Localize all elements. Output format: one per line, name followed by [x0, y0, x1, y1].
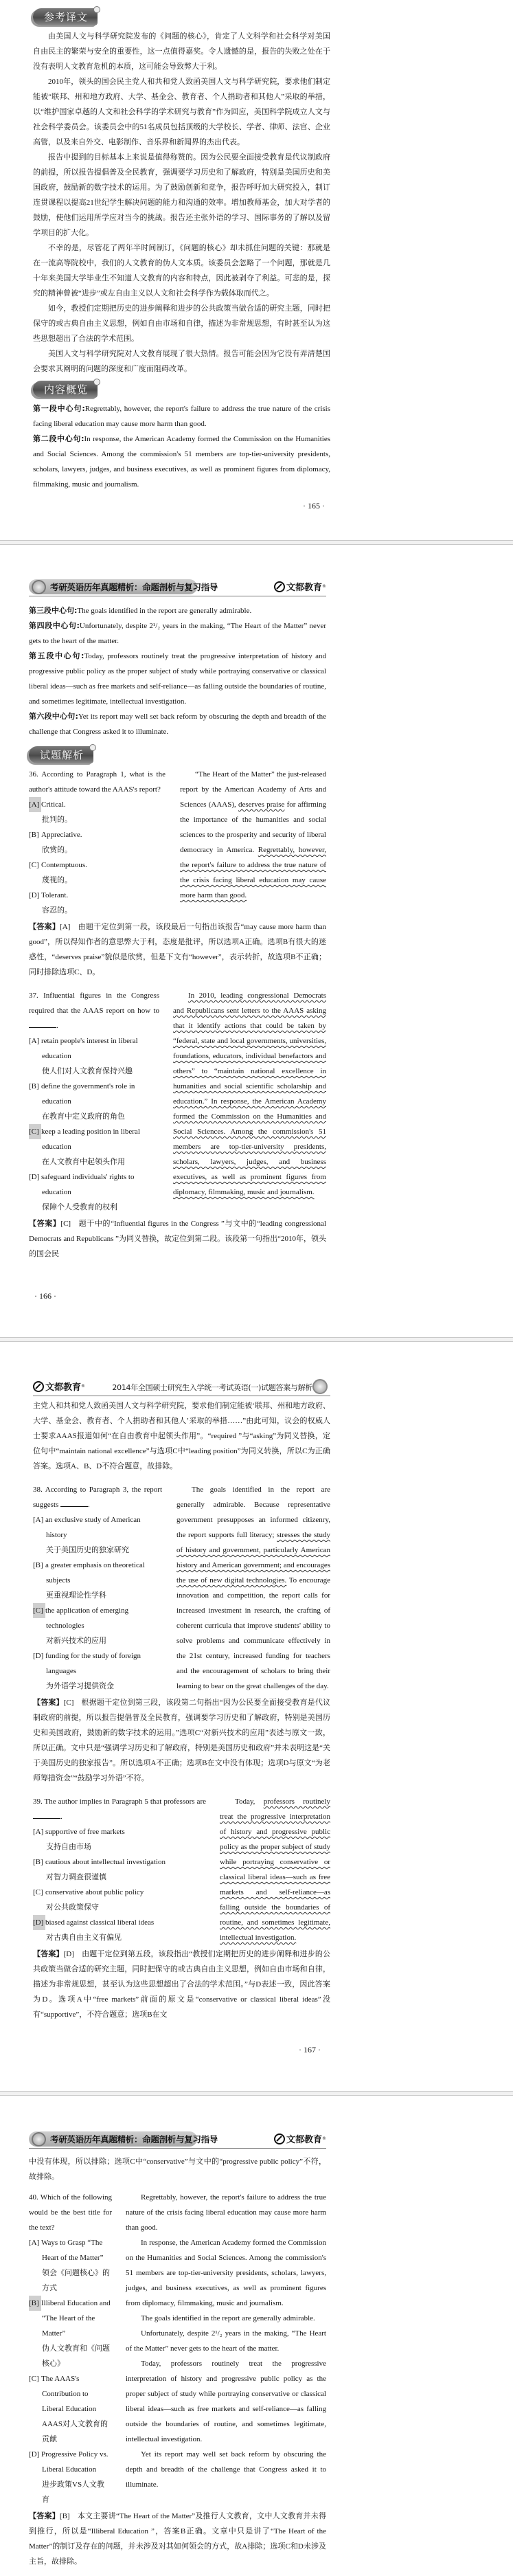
option-translation: 对智力调查很谨慎 [46, 1873, 106, 1881]
answer-continued: 中没有体现，所以排除；选项C中“conservative”与文中的“progressive public policy”不符，故排除。 [29, 2158, 326, 2181]
option-translation: 为外语学习提供资金 [46, 1682, 114, 1690]
question-stem [33, 1794, 206, 1824]
summary-text: Regrettably, however, the report's failure to address the true nature of the crisis facing liberal education may cause more harm than good. [33, 405, 330, 428]
answer-text: 题干中的“Influential figures in the Congress ”与文中的“leading congressional Democrats and Republicans ”为同义替换，故定位到第二段。该段第一句指出“2010年，领头的国会民 [29, 1220, 326, 1258]
translation-paragraph: 2010年，领头的国会民主党人和共和党人致函美国人文与科学研究院，要求他们制定能被“联邦、州和地方政府、大学、基金会、教育者、个人捐助者和其他人”采取的举措，以“维护国家卓越的人文和社会科学的学术研究与教育”作为回应，美国科学院成立人文与社会科学委员会。该委员会中的51名成员包括顶级的大学校长、学者、律师、法官、企业高管，以及来自外交、电影制作、音乐界和新闻界的杰出代表。 [33, 78, 330, 146]
option-text: Critical. [41, 800, 66, 809]
option-translation: 更重视理论性学科 [46, 1591, 106, 1600]
book-title: 考研英语历年真题精析：命题剖析与复习指导 [50, 582, 218, 592]
page-content [33, 0, 330, 540]
option-text: retain people's interest in liberal education [41, 1037, 138, 1060]
brand-mark: ® [322, 2136, 326, 2141]
option-translation: 进步政策VS人文教育 [42, 2480, 105, 2504]
page-165 [0, 0, 513, 540]
option-translation: 在教育中定义政府的角色 [42, 1112, 125, 1121]
option-a [29, 797, 166, 827]
option-b [29, 827, 166, 858]
answer-explanation [33, 1695, 330, 1786]
passage-excerpt [126, 2235, 326, 2311]
answer-label: 【答案】 [29, 2512, 60, 2520]
question-column [29, 2190, 112, 2507]
answer-letter: [A] [60, 923, 71, 931]
option-text: funding for the study of foreign languages [45, 1652, 141, 1675]
option-text: Illiberal Education and “The Heart of the Matter” [41, 2299, 111, 2338]
brand-mark: ® [81, 1384, 86, 1389]
option-a [33, 1512, 162, 1558]
stem-end: . [56, 1022, 58, 1030]
book-title: 考研英语历年真题精析：命题剖析与复习指导 [50, 2134, 218, 2144]
summary-text: Yet its report may well set back reform by obscuring the depth and breadth of the challenge that Congress asked it to illuminate. [29, 713, 326, 736]
option-letter: [C] [29, 1124, 41, 1139]
question-stem-text: 37. Influential figures in the Congress required that the AAAS report on how to [29, 992, 159, 1015]
option-text: a greater emphasis on theoretical subjects [45, 1561, 145, 1584]
option-translation: 保障个人受教育的权利 [42, 1203, 117, 1211]
passage-column [176, 1482, 330, 1694]
summary-label: 第三段中心句: [29, 606, 78, 615]
answer-text: 由题干定位到第一段，该段最后一句指出该报告“may cause more harm than good”，所以得知作者的意思弊大于利，态度是批评，所以选项A正确。选项B有很大的迷惑性，“deserves praise”貌似是欣赏，但是下文有“however”，表示转折，故选项B不正确；同时排除选项C、D。 [29, 923, 327, 976]
underlined-key-text: stresses the study of history and government, particularly American history and American government; and encourages the use of new digital technologies. [176, 1531, 331, 1584]
badge-dot-icon [93, 379, 100, 385]
summary-text: The goals identified in the report are generally admirable. [77, 607, 252, 615]
answer-text: 根据题干定位到第三段，该段第二句指出“因为公民要全面接受教育是代议制政府的前提，所以报告提倡普及全民教育，强调要学习历史和了解政府，特别是美国历史和美国政府，鼓励新的数字技术的运用。”选项C“对新兴技术的应用”表述与原文一致，所以正确。文中只是“强调学习历史和了解政府，特别是美国历史和政府”并未表明这是“关于美国历史的独家报告”。所以选项A不正确；选项B在文中没有体现；选项D与原文“为老师筹措资金”“鼓励学习外语”不符。 [33, 1699, 330, 1782]
brand-name: 文都教育 [286, 583, 322, 593]
answer-letter: [C] [63, 1699, 74, 1707]
option-c [33, 1603, 162, 1648]
question-columns [29, 988, 326, 1215]
answer-text: 本文主要讲“The Heart of the Matter”及推行人文教育，文中人文教育并未得到推行，所以是“Illiberal Education ”，答案B正确。文章中只是讲了“The Heart of the Matter”的制订及存在的问题，并未涉及对其如何领会的方式，故A排除；选项C和D未涉及主旨，故排除。 [29, 2512, 327, 2566]
passage-text: In response, the American Academy formed the Commission on the Humanities and Social Sciences. Among the commission's 51 members are top-tier-university presidents, scholars, lawyers, judges, and business executives, as well as prominent figures from diplomacy, filmmaking, music and journalism. [126, 2239, 326, 2307]
passage-column [180, 767, 326, 918]
answer-label: 【答案】 [29, 923, 60, 931]
question-stem-text: 38. According to Paragraph 3, the report suggests [33, 1486, 162, 1509]
question-column [29, 988, 159, 1215]
option-text: Progressive Policy vs. Liberal Education [41, 2450, 109, 2474]
option-letter: [C] [29, 861, 39, 869]
stem-end: . [88, 1501, 90, 1509]
question-columns [29, 2190, 326, 2507]
translation-paragraph: 美国人文与科学研究院对人文教育展现了很大热情。报告可能会因为它没有弄清楚国会要求其阐明的问题的深度和广度而阻碍改革。 [33, 350, 330, 373]
option-text: Appreciative. [41, 831, 82, 839]
page-content [33, 1342, 330, 2091]
answer-explanation [33, 1947, 330, 2022]
passage-text: for affirming the importance of the humanities and social sciences to the prosperity and security of liberal democracy in America. [180, 800, 326, 854]
answer-blank [33, 1811, 60, 1819]
passage-excerpt [176, 1482, 330, 1694]
translation-paragraph: 不幸的是，尽管花了两年半时间制订，《问题的核心》却未抓住问题的关键：那就是在一流高等院校中，我们的人文教育的伪人文本质。该委员会忽略了一个问题，那就是几十年来美国大学毕业生不知道人文教育的内容和特点，因此被剥夺了利益。可悲的是，探究的精神曾被“进步”或左自由主义以人文和社会科学作为载体取而代之。 [33, 244, 330, 298]
answer-explanation [29, 2509, 326, 2569]
section-badge-translation [33, 8, 98, 25]
option-text: Contemptuous. [41, 861, 87, 869]
option-text: The AAAS's Contribution to Liberal Education [41, 2375, 97, 2413]
translation-paragraph: 如今，教授们定期把历史的进步阐释和进步的公共政策当做合适的研究主题，同时把保守的或古典自由主义思想，例如自由市场和自律，描述为非常规思想，有时甚至认为这些思想超出了合法的学术范围。 [33, 304, 330, 343]
option-letter: [B] [29, 1082, 39, 1090]
answer-label: 【答案】 [29, 1220, 61, 1228]
passage-excerpt [126, 2326, 326, 2356]
passage-text: Today, [235, 1797, 264, 1806]
summary-item [29, 603, 326, 618]
summary-item [29, 709, 326, 739]
page-166 [0, 545, 513, 1337]
option-a [29, 2235, 112, 2296]
option-translation: 领会《问题核心》的方式 [42, 2269, 110, 2292]
summary-label: 第二段中心句: [33, 434, 84, 443]
question-stem-text: 36. According to Paragraph 1, what is the author's attitude toward the AAAS's report? [29, 770, 166, 794]
option-letter: [A] [33, 1828, 44, 1836]
option-text: conservative about public policy [45, 1888, 144, 1896]
answer-blank [60, 1499, 88, 1507]
option-text: safeguard individuals' rights to education [41, 1173, 135, 1196]
underlined-key-text: deserves praise [238, 800, 285, 809]
translation-paragraph: 由美国人文与科学研究院发布的《问题的核心》，肯定了人文科学和社会科学对美国自由民主的繁荣与安全的重要性，这一点值得嘉奖。令人遗憾的是，报告的失败之处在于没有表明人文教育危机的本质，这可能会导致弊大于利。 [33, 32, 330, 71]
passage-text: Yet its report may well set back reform by obscuring the depth and breadth of the challenge that Congress asked it to illuminate. [126, 2450, 326, 2489]
option-translation: 容忍的。 [42, 906, 72, 915]
answer-explanation [29, 919, 326, 980]
question-stem [33, 1482, 162, 1512]
summary-label: 第六段中心句: [29, 712, 78, 721]
option-a [29, 1033, 159, 1079]
page-number: · 167 · [299, 2045, 321, 2054]
passage-column [173, 988, 326, 1215]
underlined-key-text: professors routinely treat the progressive interpretation of history and progressive public policy as the proper subject of study while portraying conservative or classical liberal ideas—such as free markets and self-reliance—as falling outside the boundaries of routine, and sometimes legitimate, intellectual investigation. [220, 1797, 330, 1942]
passage-text: To encourage innovation and competition, the report calls for increased investment in research, the crafting of coherent curricula that improve students' ability to solve problems and communicate effectively in the 21st century, increased funding for teachers and the encouragement of scholars to bring their learning to bear on the great challenges of the day. [176, 1576, 330, 1690]
question-39 [33, 1794, 330, 2022]
underlined-key-text: In 2010, leading congressional Democrats and Republicans sent letters to the AAAS asking that it identify actions that could be taken by “federal, state and local governments, universities, foundations, educators, individual benefactors and others” to “maintain national excellence in humanities and social scientific scholarship and education.” In response, the American Academy formed the Commission on the Humanities and Social Sciences. Among the commission's 51 members are top-tier-university presidents, scholars, lawyers, judges, and business executives, as well as prominent figures from diplomacy, filmmaking, music and journalism. [173, 992, 326, 1196]
question-36 [29, 767, 326, 980]
question-37 [29, 988, 326, 1262]
question-stem-text: 39. The author implies in Paragraph 5 that professors are [33, 1797, 206, 1806]
summary-text: In response, the American Academy formed the Commission on the Humanities and Social Sciences. Among the commission's 51 members are top-tier-university presidents, scholars, lawyers, judges, and business executives, as well as prominent figures from diplomacy, filmmaking, music and journalism. [33, 435, 330, 489]
option-d [29, 2447, 112, 2507]
summary-item [29, 649, 326, 709]
translation-paragraph: 报告中提到的目标基本上来说是值得称赞的。因为公民要全面接受教育是代议制政府的前提，所以报告提倡普及全民教育，强调要学习历史和了解政府，特别是美国历史和美国政府，鼓励新的数字技术的运用。为了鼓励创新和竞争，报告呼吁加大研究投入，制订连贯课程以提高21世纪学生解决问题的能力和沟通的效率。增加教师基金，加大对学者的鼓励，使他们运用所学应对当今的挑战。报告还主张外语的学习、国际事务的了解以及留学项目的扩大化。 [33, 153, 330, 237]
question-column [33, 1482, 162, 1694]
passage-excerpt [126, 2356, 326, 2447]
page-number: · 166 · [34, 1291, 56, 1301]
question-stem-text: 40. Which of the following would be the best title for the text? [29, 2193, 112, 2232]
summary-text: Today, professors routinely treat the progressive interpretation of history and progressive public policy as the proper subject of study while portraying conservative or classical liberal ideas—such as free markets and self-reliance—as falling outside the boundaries of routine, and sometimes legitimate, intellectual investigation. [29, 652, 326, 706]
option-letter: [B] [29, 831, 39, 839]
question-40 [29, 2190, 326, 2569]
passage-excerpt [173, 988, 326, 1200]
answer-letter: [C] [60, 1220, 71, 1228]
question-columns [33, 1482, 330, 1694]
badge-dot-icon [89, 744, 96, 751]
option-letter: [D] [29, 2450, 40, 2459]
answer-label: 【答案】 [33, 1950, 64, 1958]
option-text: supportive of free markets [45, 1828, 125, 1836]
option-c [29, 858, 166, 888]
stem-end: . [60, 1813, 62, 1821]
option-letter: [D] [33, 1915, 45, 1930]
option-text: keep a leading position in liberal education [41, 1128, 140, 1151]
option-d [33, 1915, 206, 1945]
question-column [33, 1794, 206, 1945]
brand-mark: ® [322, 584, 326, 589]
summary-label: 第一段中心句: [33, 404, 85, 413]
option-translation: 对公共政策保守 [46, 1903, 99, 1912]
page-168 [0, 2096, 513, 2576]
brand-name: 文都教育 [45, 1382, 82, 1393]
option-translation: 批判的。 [42, 816, 72, 824]
underlined-key-text: Regrettably, however, the report's failure to address the true nature of the crisis facing liberal education may cause more harm than good. [180, 846, 326, 899]
option-letter: [D] [29, 1173, 40, 1181]
passage-excerpt [126, 2447, 326, 2492]
page-number: · 165 · [303, 501, 325, 511]
option-c [29, 1124, 159, 1169]
option-b [29, 1079, 159, 1124]
page-separator [0, 2091, 513, 2096]
badge-label: 内容概览 [44, 385, 89, 396]
passage-column [220, 1794, 330, 1945]
passage-text: The goals identified in the report are generally admirable. [141, 2314, 315, 2322]
option-d [29, 1169, 159, 1215]
section-badge-summary [33, 381, 98, 398]
option-letter: [B] [33, 1858, 43, 1866]
passage-text: Regrettably, however, the report's failure to address the true nature of the crisis facing liberal education may cause more harm than good. [126, 2193, 326, 2232]
option-b [29, 2296, 112, 2371]
passage-excerpt [126, 2190, 326, 2235]
answer-blank [29, 1020, 56, 1028]
option-letter: [D] [29, 891, 40, 899]
option-d [33, 1648, 162, 1694]
option-letter: [C] [33, 1888, 43, 1896]
option-letter: [A] [29, 1037, 40, 1045]
option-translation: 蔑视的。 [42, 876, 72, 884]
question-columns [29, 767, 326, 918]
option-letter: [A] [33, 1516, 44, 1524]
option-translation: 支持自由市场 [46, 1843, 91, 1851]
option-translation: 使人们对人文教育保持兴趣 [42, 1067, 133, 1075]
option-letter: [D] [33, 1652, 44, 1660]
question-38 [33, 1482, 330, 1786]
summary-label: 第五段中心句: [29, 651, 84, 660]
answer-letter: [D] [63, 1950, 74, 1958]
option-translation: 伪人文教育和《问题核心》 [42, 2344, 110, 2368]
option-text: biased against classical liberal ideas [45, 1918, 155, 1927]
badge-label: 试题解析 [40, 750, 84, 761]
question-stem [29, 767, 166, 797]
option-c [33, 1885, 206, 1915]
option-translation: AAAS对人文教育的贡献 [42, 2420, 108, 2443]
passage-excerpt [220, 1794, 330, 1945]
page-167 [0, 1342, 513, 2091]
option-translation: 欣赏的。 [42, 846, 72, 854]
option-text: Tolerant. [41, 891, 69, 899]
badge-label: 参考译文 [44, 12, 89, 23]
option-text: define the government's role in education [41, 1082, 135, 1106]
option-translation: 对新兴技术的应用 [46, 1637, 106, 1645]
passage-text: “The Heart of the Matter” the just-released report by the American Academy of Arts and Sciences (AAAS), [180, 770, 326, 809]
option-b [33, 1558, 162, 1603]
option-text: cautious about intellectual investigation [45, 1858, 166, 1866]
summary-text: Unfortunately, despite 2¹/₂ years in the making, “The Heart of the Matter” never gets to the heart of the matter. [29, 622, 326, 645]
answer-label: 【答案】 [33, 1699, 64, 1707]
brand-name: 文都教育 [286, 2135, 322, 2145]
option-c [29, 2371, 112, 2447]
passage-excerpt [126, 2311, 326, 2326]
option-letter: [B] [29, 2296, 41, 2311]
question-column [29, 767, 166, 918]
question-stem [29, 988, 159, 1033]
passage-text: The goals identified in the report are generally admirable. Because representative government presupposes an informed citizenry, the report supports full literacy; [176, 1486, 330, 1539]
passage-excerpt [180, 767, 326, 903]
option-letter: [C] [29, 2375, 39, 2383]
summary-label: 第四段中心句: [29, 621, 80, 630]
option-letter: [B] [33, 1561, 43, 1569]
option-text: an exclusive study of American history [45, 1516, 141, 1539]
exam-title: 2014年全国硕士研究生入学统一考试英语(一)试题答案与解析 [112, 1383, 312, 1392]
option-translation: 关于美国历史的独家研究 [46, 1546, 129, 1554]
option-letter: [C] [33, 1603, 45, 1618]
passage-column [126, 2190, 326, 2507]
summary-item [29, 618, 326, 649]
badge-dot-icon [93, 6, 100, 13]
summary-item [33, 401, 330, 432]
answer-text: 由题干定位到第五段，该段指出“教授们定期把历史的进步阐释和进步的公共政策当做合适的研究主题，同时把保守的或古典自由主义思想，例如自由市场和自律，描述为非常规思想，甚至认为这些思想超出了合法的学术范围。”与D表述一致，因此答案为D。选项A中“free markets”前面的原文是“conservative or classical liberal ideas”没有“supportive”，不符合题意；选项B在文 [33, 1950, 330, 2019]
question-columns [33, 1794, 330, 1945]
page-content [29, 2096, 326, 2576]
option-letter: [A] [29, 2239, 40, 2247]
answer-letter: [B] [59, 2512, 70, 2520]
passage-text: Today, professors routinely treat the progressive interpretation of history and progressive public policy as the proper subject of study while portraying conservative or classical liberal ideas—such as free markets and self-reliance—as falling outside the boundaries of routine, and sometimes legitimate, intellectual investigation. [126, 2360, 326, 2443]
option-translation: 在人文教育中起领头作用 [42, 1158, 125, 1166]
question-stem [29, 2190, 112, 2235]
option-text: Ways to Grasp “The Heart of the Matter” [41, 2239, 104, 2262]
passage-text: Unfortunately, despite 2¹/₂ years in the making, “The Heart of the Matter” never gets to the heart of the matter. [126, 2329, 326, 2353]
option-translation: 对古典自由主义有偏见 [46, 1934, 122, 1942]
option-letter: [A] [29, 797, 41, 812]
option-b [33, 1855, 206, 1885]
page-separator [0, 1337, 513, 1342]
summary-item [33, 432, 330, 492]
option-d [29, 888, 166, 918]
section-badge-analysis [29, 746, 93, 763]
answer-continued: 主党人和共和党人致函美国人文与科学研究院，要求他们制定能被‘联邦、州和地方政府、大学、基金会、教育者、个人捐助者和其他人’采取的举措……”由此可知，议会的权威人士要求AAAS报道如何“在自由教育中起领头作用”。“required ”与“asking”为同义替换，定位句中“maintain national excellence”与选项C中“leading position”为同义转换，所以C为正确答案。选项A、B、D不符合题意，故排除。 [33, 1402, 330, 1470]
option-a [33, 1824, 206, 1855]
option-text: the application of emerging technologies [45, 1606, 129, 1630]
page-content [29, 545, 326, 1337]
page-separator [0, 540, 513, 545]
answer-explanation [29, 1216, 326, 1262]
